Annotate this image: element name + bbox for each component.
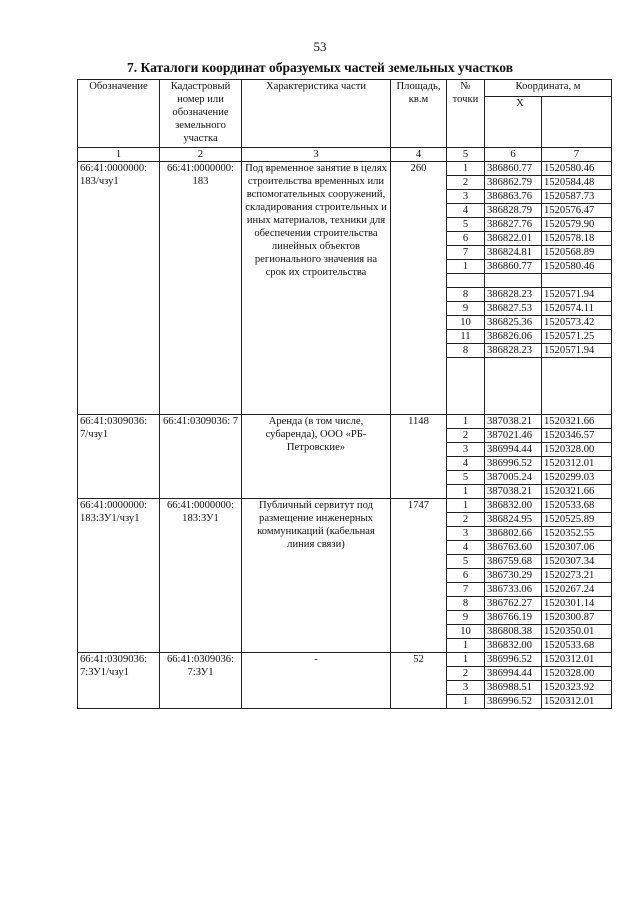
column-number: 1	[78, 148, 160, 162]
empty-cell	[447, 358, 485, 415]
part-area: 260	[391, 162, 447, 415]
coord-y: 1520579.90	[542, 218, 612, 232]
part-cadastral-number: 66:41:0000000: 183	[160, 162, 242, 415]
coord-x: 386824.81	[485, 246, 542, 260]
point-number: 5	[447, 471, 485, 485]
coord-y: 1520312.01	[542, 457, 612, 471]
point-number: 7	[447, 583, 485, 597]
coord-x: 386860.77	[485, 260, 542, 274]
coord-x: 386733.06	[485, 583, 542, 597]
point-number: 1	[447, 653, 485, 667]
coord-y: 1520576.47	[542, 204, 612, 218]
point-number	[447, 274, 485, 288]
table-row	[78, 653, 612, 667]
coord-x: 386988.51	[485, 681, 542, 695]
header-point-no: № точки	[447, 80, 485, 148]
coord-y: 1520587.73	[542, 190, 612, 204]
coord-x: 386832.00	[485, 499, 542, 513]
part-designation: 66:41:0309036: 7/чзу1	[78, 415, 160, 499]
coord-x: 386832.00	[485, 639, 542, 653]
point-number: 2	[447, 429, 485, 443]
coord-y: 1520323.92	[542, 681, 612, 695]
coord-y: 1520350.01	[542, 625, 612, 639]
part-cadastral-number: 66:41:0309036: 7	[160, 415, 242, 499]
point-number: 4	[447, 541, 485, 555]
coord-x: 386759.68	[485, 555, 542, 569]
part-designation: 66:41:0000000: 183/чзу1	[78, 162, 160, 415]
point-number: 8	[447, 288, 485, 302]
coord-y: 1520525.89	[542, 513, 612, 527]
part-characteristic: Под временное занятие в целях строительства временных или вспомогательных сооружений, складирования строительных и иных материалов, техники для обеспечения строительства линейных объектов регионального значения на срок их строительства	[242, 162, 391, 415]
empty-cell	[485, 358, 542, 415]
part-cadastral-number: 66:41:0000000: 183:ЗУ1	[160, 499, 242, 653]
coord-y: 1520328.00	[542, 443, 612, 457]
coord-x: 387021.46	[485, 429, 542, 443]
point-number: 1	[447, 639, 485, 653]
coord-x: 386825.36	[485, 316, 542, 330]
coord-y: 1520300.87	[542, 611, 612, 625]
coord-x: 386828.23	[485, 288, 542, 302]
part-characteristic: -	[242, 653, 391, 709]
coord-y: 1520571.94	[542, 344, 612, 358]
page-number: 53	[313, 39, 327, 54]
header-cadastral: Кадастровый номер или обозначение земельного участка	[160, 80, 242, 148]
coord-y: 1520328.00	[542, 667, 612, 681]
coord-x: 387038.21	[485, 485, 542, 499]
point-number: 10	[447, 316, 485, 330]
table-row	[78, 415, 612, 429]
coord-x: 386822.01	[485, 232, 542, 246]
coord-y: 1520578.18	[542, 232, 612, 246]
part-designation: 66:41:0000000: 183:ЗУ1/чзу1	[78, 499, 160, 653]
point-number: 3	[447, 190, 485, 204]
coord-y: 1520571.94	[542, 288, 612, 302]
coord-y: 1520580.46	[542, 260, 612, 274]
point-number: 2	[447, 667, 485, 681]
coord-x: 386730.29	[485, 569, 542, 583]
coord-x: 387005.24	[485, 471, 542, 485]
column-number: 7	[542, 148, 612, 162]
coord-x: 386994.44	[485, 667, 542, 681]
coord-x: 386863.76	[485, 190, 542, 204]
coord-x	[485, 274, 542, 288]
coord-y: 1520352.55	[542, 527, 612, 541]
coord-y: 1520574.11	[542, 302, 612, 316]
coord-x: 386996.52	[485, 653, 542, 667]
coord-y: 1520267.24	[542, 583, 612, 597]
point-number: 4	[447, 457, 485, 471]
column-numbers-row	[78, 148, 612, 162]
column-number: 2	[160, 148, 242, 162]
coord-y: 1520312.01	[542, 695, 612, 709]
point-number: 2	[447, 176, 485, 190]
point-number: 7	[447, 246, 485, 260]
coord-y: 1520571.25	[542, 330, 612, 344]
page-title: 7. Каталоги координат образуемых частей земельных участков	[126, 60, 514, 75]
coord-y: 1520321.66	[542, 415, 612, 429]
column-number: 5	[447, 148, 485, 162]
header-area: Площадь, кв.м	[391, 80, 447, 148]
point-number: 1	[447, 260, 485, 274]
coord-y: 1520584.48	[542, 176, 612, 190]
coord-x: 386827.76	[485, 218, 542, 232]
point-number: 3	[447, 527, 485, 541]
coord-x: 386763.60	[485, 541, 542, 555]
coord-x: 386828.23	[485, 344, 542, 358]
point-number: 5	[447, 218, 485, 232]
point-number: 9	[447, 302, 485, 316]
part-area: 1148	[391, 415, 447, 499]
coord-y: 1520301.14	[542, 597, 612, 611]
part-area: 52	[391, 653, 447, 709]
point-number: 11	[447, 330, 485, 344]
coord-x: 386826.06	[485, 330, 542, 344]
coord-x: 386862.79	[485, 176, 542, 190]
table-row	[78, 162, 612, 176]
coord-x: 386994.44	[485, 443, 542, 457]
header-characteristic: Характеристика части	[242, 80, 391, 148]
point-number: 6	[447, 569, 485, 583]
coord-y: 1520533.68	[542, 499, 612, 513]
coord-y: 1520533.68	[542, 639, 612, 653]
header-y	[542, 97, 612, 148]
point-number: 8	[447, 344, 485, 358]
coord-x: 386860.77	[485, 162, 542, 176]
coord-y: 1520346.57	[542, 429, 612, 443]
coord-y: 1520307.06	[542, 541, 612, 555]
coord-y: 1520307.34	[542, 555, 612, 569]
coord-y: 1520273.21	[542, 569, 612, 583]
point-number: 1	[447, 499, 485, 513]
point-number: 8	[447, 597, 485, 611]
coord-y: 1520573.42	[542, 316, 612, 330]
coord-x: 386802.66	[485, 527, 542, 541]
coord-y	[542, 274, 612, 288]
header-coordinates: Координата, м	[485, 80, 612, 97]
part-characteristic: Публичный сервитут под размещение инженерных коммуникаций (кабельная линия связи)	[242, 499, 391, 653]
coord-x: 387038.21	[485, 415, 542, 429]
point-number: 1	[447, 485, 485, 499]
coord-y: 1520312.01	[542, 653, 612, 667]
point-number: 4	[447, 204, 485, 218]
column-number: 6	[485, 148, 542, 162]
point-number: 6	[447, 232, 485, 246]
column-number: 4	[391, 148, 447, 162]
point-number: 10	[447, 625, 485, 639]
point-number: 1	[447, 415, 485, 429]
point-number: 1	[447, 162, 485, 176]
coord-x: 386827.53	[485, 302, 542, 316]
catalog-body	[78, 162, 612, 709]
coord-y: 1520568.89	[542, 246, 612, 260]
point-number: 2	[447, 513, 485, 527]
coord-y: 1520299.03	[542, 471, 612, 485]
column-number: 3	[242, 148, 391, 162]
coord-y: 1520321.66	[542, 485, 612, 499]
point-number: 5	[447, 555, 485, 569]
header-designation: Обозначение	[78, 80, 160, 148]
point-number: 3	[447, 681, 485, 695]
coordinates-catalog-table	[77, 79, 612, 709]
part-cadastral-number: 66:41:0309036: 7:ЗУ1	[160, 653, 242, 709]
part-area: 1747	[391, 499, 447, 653]
point-number: 3	[447, 443, 485, 457]
coord-y: 1520580.46	[542, 162, 612, 176]
point-number: 9	[447, 611, 485, 625]
empty-cell	[542, 358, 612, 415]
coord-x: 386824.95	[485, 513, 542, 527]
coord-x: 386996.52	[485, 457, 542, 471]
coord-x: 386828.79	[485, 204, 542, 218]
point-number: 1	[447, 695, 485, 709]
coord-x: 386762.27	[485, 597, 542, 611]
coord-x: 386766.19	[485, 611, 542, 625]
coord-x: 386808.38	[485, 625, 542, 639]
part-characteristic: Аренда (в том числе, субаренда), ООО «РБ-Петровские»	[242, 415, 391, 499]
table-row	[78, 499, 612, 513]
header-x: X	[485, 97, 542, 148]
coord-x: 386996.52	[485, 695, 542, 709]
part-designation: 66:41:0309036: 7:ЗУ1/чзу1	[78, 653, 160, 709]
